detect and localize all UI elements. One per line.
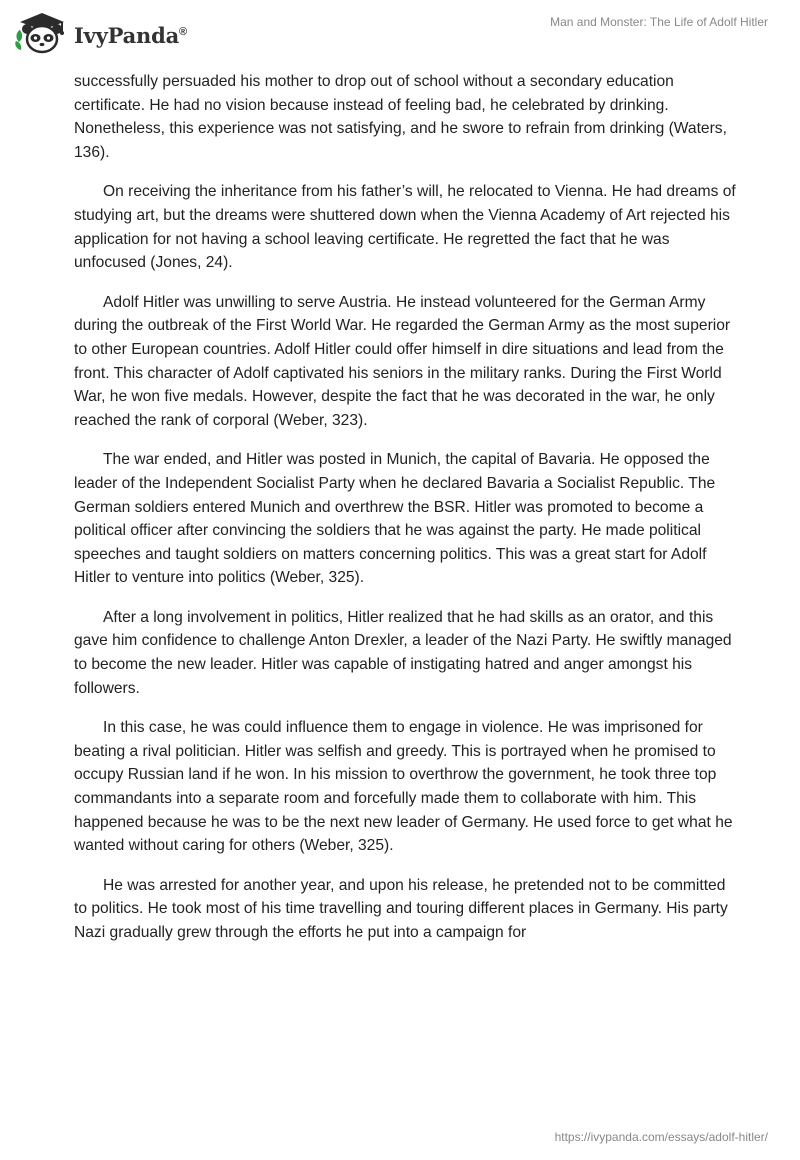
registered-mark: ® [179, 25, 187, 38]
logo-name: IvyPanda [74, 22, 180, 48]
document-title: Man and Monster: The Life of Adolf Hitler [550, 15, 768, 29]
paragraph: In this case, he was could influence them to engage in violence. He was imprisoned for beating a rival politician. Hitler was selfish and greedy. This is portrayed when he promised to occupy Russian land if he won. In his mission to overthrow the government, he took three top commandants into a separate room and forcefully made them to collaborate with him. This happened because he was to be the next new leader of Germany. He used force to get what he wanted without caring for others (Weber, 325). [74, 719, 733, 855]
paragraph: successfully persuaded his mother to drop out of school without a secondary education certificate. He had no vision because instead of feeling bad, he celebrated by drinking. Nonetheless, this experience was not satisfying, and he swore to refrain from drinking (Waters, 136). [74, 73, 727, 161]
paragraph: The war ended, and Hitler was posted in Munich, the capital of Bavaria. He opposed the leader of the Independent Socialist Party when he declared Bavaria a Socialist Republic. The German soldiers entered Munich and overthrew the BSR. Hitler was promoted to become a political officer after convincing the soldiers that he was against the party. He made political speeches and taught soldiers on matters concerning politics. This was a great start for Adolf Hitler to venture into politics (Weber, 325). [74, 451, 716, 587]
essay-body [74, 70, 740, 961]
paragraph: He was arrested for another year, and upon his release, he pretended not to be committed to politics. He took most of his time travelling and touring different places in Germany. His party Nazi gradually grew through the efforts he put into a campaign for [74, 876, 728, 941]
source-url[interactable]: https://ivypanda.com/essays/adolf-hitler/ [554, 1130, 768, 1144]
panda-graduation-cap-icon [14, 10, 70, 56]
paragraph: After a long involvement in politics, Hitler realized that he had skills as an orator, and this gave him confidence to challenge Anton Drexler, a leader of the Nazi Party. He swiftly managed to become the new leader. Hitler was capable of instigating hatred and anger amongst his followers. [74, 608, 732, 697]
paragraph: On receiving the inheritance from his father’s will, he relocated to Vienna. He had dreams of studying art, but the dreams were shuttered down when the Vienna Academy of Art rejected his application for not having a school leaving certificate. He regretted the fact that he was unfocused (Jones, 24). [74, 183, 736, 272]
paragraph: Adolf Hitler was unwilling to serve Austria. He instead volunteered for the German Army during the outbreak of the First World War. He regarded the German Army as the most superior to other European countries. Adolf Hitler could offer himself in dire situations and lead from the front. This character of Adolf captivated his seniors in the military ranks. During the First World War, he won five medals. However, despite the fact that he was decorated in the war, he only reached the rank of corporal (Weber, 323). [74, 293, 731, 429]
logo-wordmark [74, 23, 187, 48]
page-header [0, 0, 800, 70]
ivypanda-logo[interactable] [14, 10, 187, 56]
